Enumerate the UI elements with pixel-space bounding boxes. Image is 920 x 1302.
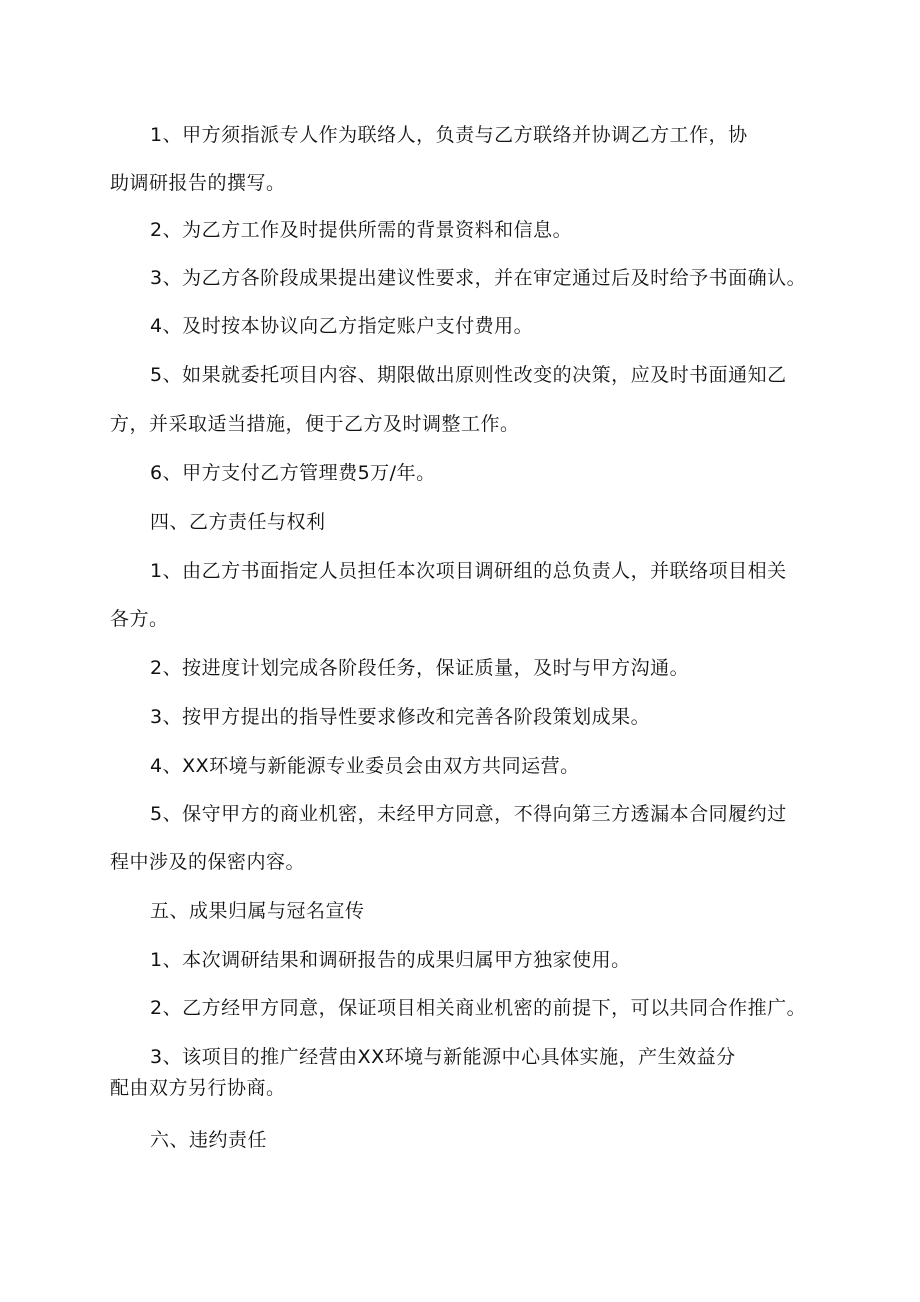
clause-4-5-line-2: 程中涉及的保密内容。 [110,851,306,873]
clause-3-3: 3、为乙方各阶段成果提出建议性要求，并在审定通过后及时给予书面确认。 [150,267,807,289]
clause-5-2: 2、乙方经甲方同意，保证项目相关商业机密的前提下，可以共同合作推广。 [150,997,807,1019]
clause-3-5-line-1: 5、如果就委托项目内容、期限做出原则性改变的决策，应及时书面通知乙 [150,364,787,386]
clause-3-1-line-2: 助调研报告的撰写。 [110,172,286,194]
clause-4-1-line-2: 各方。 [110,608,169,630]
clause-4-4: 4、XX环境与新能源专业委员会由双方共同运营。 [150,755,580,777]
clause-3-6: 6、甲方支付乙方管理费5万/年。 [150,462,436,484]
clause-5-3-line-1: 3、该项目的推广经营由XX环境与新能源中心具体实施，产生效益分 [150,1046,736,1068]
section-heading-5: 五、成果归属与冠名宣传 [150,900,365,922]
clause-4-2: 2、按进度计划完成各阶段任务，保证质量，及时与甲方沟通。 [150,657,690,679]
clause-3-4: 4、及时按本协议向乙方指定账户支付费用。 [150,315,534,337]
clause-3-2: 2、为乙方工作及时提供所需的背景资料和信息。 [150,219,573,241]
section-heading-4: 四、乙方责任与权利 [150,511,326,533]
clause-3-1-line-1: 1、甲方须指派专人作为联络人，负责与乙方联络并协调乙方工作，协 [150,124,748,146]
section-heading-6: 六、违约责任 [150,1129,268,1151]
clause-4-3: 3、按甲方提出的指导性要求修改和完善各阶段策划成果。 [150,706,651,728]
clause-5-3-line-2: 配由双方另行协商。 [110,1077,286,1099]
clause-3-5-line-2: 方，并采取适当措施，便于乙方及时调整工作。 [110,413,520,435]
clause-4-5-line-1: 5、保守甲方的商业机密，未经甲方同意，不得向第三方透漏本合同履约过 [150,803,787,825]
clause-5-1: 1、本次调研结果和调研报告的成果归属甲方独家使用。 [150,949,631,971]
clause-4-1-line-1: 1、由乙方书面指定人员担任本次项目调研组的总负责人，并联络项目相关 [150,560,787,582]
